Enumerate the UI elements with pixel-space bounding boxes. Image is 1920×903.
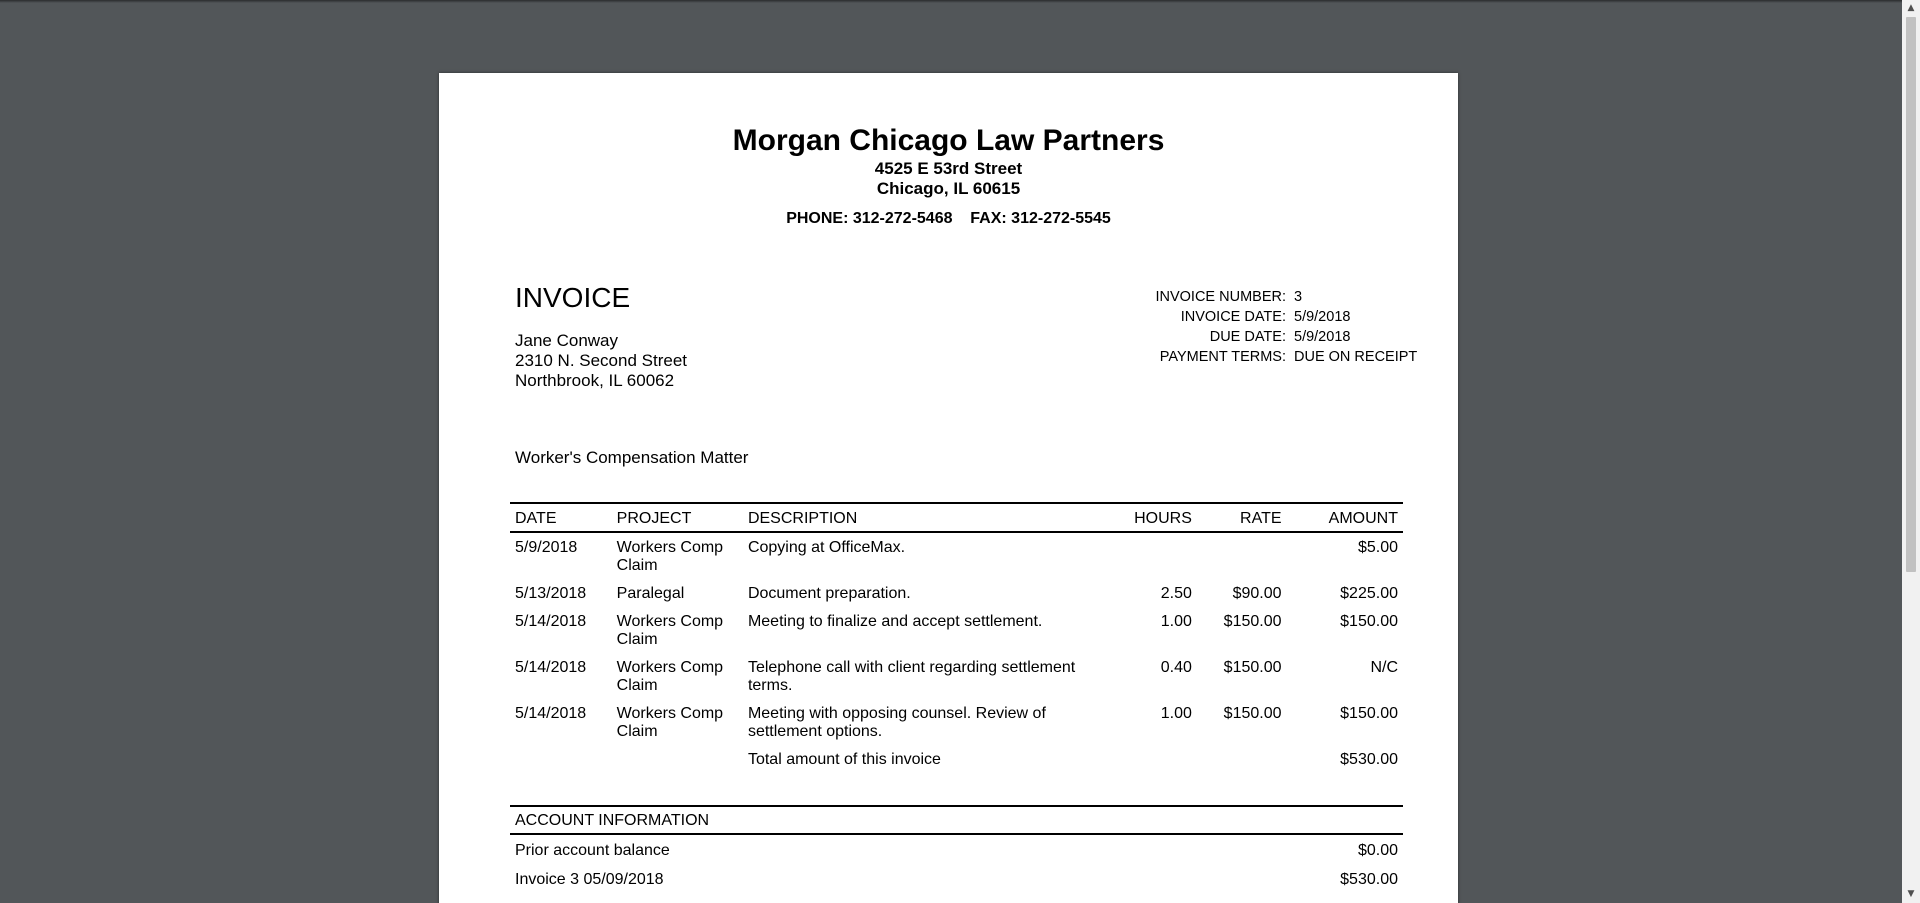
header-amount: AMOUNT: [1287, 503, 1403, 532]
line-items: [510, 502, 1403, 773]
firm-name: Morgan Chicago Law Partners: [732, 124, 1165, 157]
cell-project: Workers Comp Claim: [616, 539, 724, 574]
cell-hours: [1117, 532, 1197, 579]
cell-date: 5/14/2018: [515, 613, 587, 630]
cell-hours: 2.50: [1160, 585, 1192, 602]
client-address-line2: Northbrook, IL 60062: [515, 371, 675, 390]
cell-rate: $150.00: [1223, 705, 1282, 722]
meta-row-invoice-number: [1079, 287, 1417, 307]
meta-label: INVOICE NUMBER:: [1155, 289, 1286, 305]
document-page: [439, 73, 1458, 903]
table-row: [510, 579, 1403, 607]
cell-amount: N/C: [1370, 659, 1398, 676]
cell-date: 5/9/2018: [515, 539, 578, 556]
firm-address-line1: 4525 E 53rd Street: [874, 159, 1023, 178]
toolbar-shadow: [0, 0, 1902, 3]
cell-date: 5/14/2018: [515, 659, 587, 676]
account-row-prior-balance: [510, 835, 1403, 864]
cell-rate: $150.00: [1223, 659, 1282, 676]
line-items-table: [510, 502, 1403, 773]
account-row-value: $530.00: [1340, 871, 1398, 888]
cell-project: Workers Comp Claim: [616, 705, 724, 740]
cell-hours: 1.00: [1160, 705, 1192, 722]
triangle-down-icon[interactable]: ▼: [1907, 889, 1915, 899]
meta-value: 3: [1294, 289, 1303, 305]
firm-header: [439, 123, 1458, 229]
cell-rate: [1197, 532, 1287, 579]
invoice-title: INVOICE: [515, 282, 631, 313]
cell-amount: $5.00: [1357, 539, 1398, 556]
cell-description: Telephone call with client regarding settlement terms.: [747, 659, 1076, 694]
header-date: DATE: [510, 503, 612, 532]
table-row: [510, 607, 1403, 653]
header-rate: RATE: [1197, 503, 1287, 532]
table-header-row: [510, 503, 1403, 532]
meta-value: DUE ON RECEIPT: [1294, 349, 1418, 365]
header-description: DESCRIPTION: [743, 503, 1117, 532]
account-row-value: $0.00: [1357, 842, 1398, 859]
cell-rate: $90.00: [1232, 585, 1282, 602]
account-row-label: Prior account balance: [515, 842, 670, 859]
meta-row-invoice-date: [1079, 307, 1417, 327]
cell-amount: $150.00: [1340, 613, 1398, 630]
client-address-line1: 2310 N. Second Street: [515, 351, 688, 370]
meta-row-due-date: [1079, 327, 1417, 347]
account-row-invoice: [510, 864, 1403, 893]
meta-row-payment-terms: [1079, 347, 1417, 367]
cell-description: Document preparation.: [747, 585, 911, 602]
cell-date: 5/14/2018: [515, 705, 587, 722]
firm-contact: PHONE: 312-272-5468 FAX: 312-272-5545: [786, 210, 1111, 227]
cell-amount: $225.00: [1340, 585, 1398, 602]
meta-label: INVOICE DATE:: [1180, 309, 1286, 325]
matter-title: Worker's Compensation Matter: [515, 448, 749, 467]
total-label: Total amount of this invoice: [747, 751, 941, 768]
cell-hours: 0.40: [1160, 659, 1192, 676]
scrollbar-thumb[interactable]: [1906, 17, 1916, 572]
account-information: [510, 805, 1403, 893]
cell-description: Copying at OfficeMax.: [747, 539, 906, 556]
cell-project: Workers Comp Claim: [616, 659, 724, 694]
vertical-scrollbar[interactable]: [1902, 0, 1920, 903]
cell-hours: 1.00: [1160, 613, 1192, 630]
cell-date: 5/13/2018: [515, 585, 587, 602]
meta-value: 5/9/2018: [1294, 309, 1351, 325]
meta-label: DUE DATE:: [1209, 329, 1286, 345]
header-hours: HOURS: [1117, 503, 1197, 532]
invoice-meta: [1079, 287, 1417, 367]
total-value: $530.00: [1340, 751, 1398, 768]
account-header: ACCOUNT INFORMATION: [510, 805, 1403, 835]
total-row: [510, 745, 1403, 773]
client-address-block: [515, 331, 687, 391]
triangle-up-icon[interactable]: ▲: [1907, 3, 1915, 13]
meta-value: 5/9/2018: [1294, 329, 1351, 345]
cell-rate: $150.00: [1223, 613, 1282, 630]
client-name: Jane Conway: [515, 331, 619, 350]
account-row-label: Invoice 3 05/09/2018: [515, 871, 664, 888]
table-row: [510, 653, 1403, 699]
table-row: [510, 532, 1403, 579]
cell-project: Workers Comp Claim: [616, 613, 724, 648]
header-project: PROJECT: [612, 503, 743, 532]
cell-project: Paralegal: [616, 585, 685, 602]
table-row: [510, 699, 1403, 745]
cell-description: Meeting with opposing counsel. Review of settlement options.: [747, 705, 1046, 740]
firm-address-line2: Chicago, IL 60615: [876, 179, 1021, 198]
cell-amount: $150.00: [1340, 705, 1398, 722]
meta-label: PAYMENT TERMS:: [1159, 349, 1286, 365]
cell-description: Meeting to finalize and accept settlement.: [747, 613, 1043, 630]
